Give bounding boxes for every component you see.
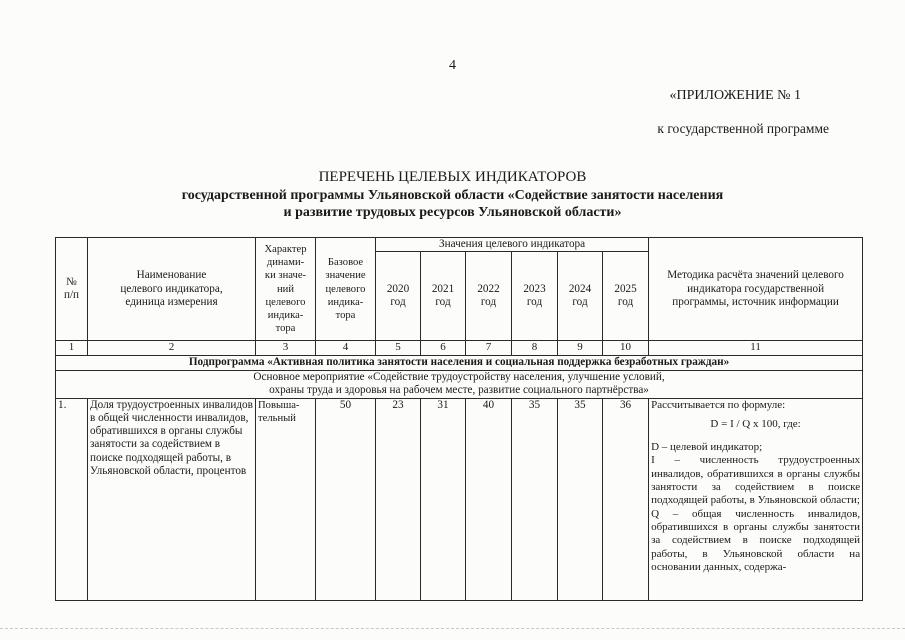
method-formula: D = I / Q x 100, где:	[710, 417, 801, 430]
document-title	[0, 168, 905, 221]
header-values-group: Значения целевого индикатора	[376, 238, 649, 252]
page-number: 4	[449, 58, 456, 73]
column-number: 8	[512, 341, 558, 355]
column-number: 3	[256, 341, 316, 355]
method-q-definition: Q – общая численность инвалидов, обратившихся в органы службы занятости за содействием в поиске подходящей работы, в Ульяновской области на основании данных, содержа-	[651, 507, 861, 573]
header-year: 2022 год	[466, 252, 512, 341]
value-cell: 35	[512, 398, 558, 600]
indicator-dynamics: Повыша- тельный	[256, 398, 316, 600]
method-intro: Рассчитывается по формуле:	[651, 398, 786, 411]
header-num: № п/п	[56, 238, 88, 341]
table-row	[56, 398, 863, 600]
header-year: 2021 год	[421, 252, 466, 341]
value-cell: 23	[376, 398, 421, 600]
header-year: 2020 год	[376, 252, 421, 341]
column-number: 7	[466, 341, 512, 355]
base-value: 50	[316, 398, 376, 600]
value-cell: 40	[466, 398, 512, 600]
appendix-label: «ПРИЛОЖЕНИЕ № 1	[669, 88, 801, 103]
column-number: 11	[649, 341, 863, 355]
header-method: Методика расчёта значений целевого индикатора государственной программы, источник информации	[649, 238, 863, 341]
column-number: 1	[56, 341, 88, 355]
column-number: 5	[376, 341, 421, 355]
method-i-definition: I – численность трудоустроенных инвалидов, обратившихся в органы службы занятости за содействием в поиске подходящей работы, в Ульяновской области;	[651, 454, 861, 507]
appendix-subtitle: к государственной программе	[657, 121, 829, 136]
page-bottom-edge	[0, 628, 905, 629]
value-cell: 36	[603, 398, 649, 600]
method-d-definition: D – целевой индикатор;	[651, 441, 763, 454]
title-line-3: и развитие трудовых ресурсов Ульяновской области»	[283, 205, 622, 220]
header-name: Наименование целевого индикатора, единица измерения	[88, 238, 256, 341]
value-cell: 31	[421, 398, 466, 600]
header-year: 2025 год	[603, 252, 649, 341]
column-number: 9	[558, 341, 603, 355]
column-number: 10	[603, 341, 649, 355]
header-base: Базовое значение целевого индика- тора	[316, 238, 376, 341]
title-line-1: ПЕРЕЧЕНЬ ЦЕЛЕВЫХ ИНДИКАТОРОВ	[318, 169, 587, 185]
header-year: 2024 год	[558, 252, 603, 341]
value-cell: 35	[558, 398, 603, 600]
header-dynamics: Характер динами- ки значе- ний целевого индика- тора	[256, 238, 316, 341]
indicators-table	[55, 237, 863, 601]
header-year: 2023 год	[512, 252, 558, 341]
column-number: 2	[88, 341, 256, 355]
subprogram-row: Подпрограмма «Активная политика занятости населения и социальная поддержка безработных граждан»	[56, 355, 863, 370]
indicator-name: Доля трудоустроенных инвалидов в общей численности инвалидов, обратившихся в органы службы занятости за содействием в поиске подходящей работы, в Ульяновской области, процентов	[88, 398, 256, 600]
title-line-2: государственной программы Ульяновской области «Содействие занятости населения	[181, 188, 724, 203]
method-description	[649, 398, 863, 600]
column-number: 6	[421, 341, 466, 355]
main-activity-row: Основное мероприятие «Содействие трудоустройству населения, улучшение условий, охраны труда и здоровья на рабочем месте, развитие социального партнёрства»	[56, 370, 863, 398]
row-number: 1.	[56, 398, 88, 600]
column-number: 4	[316, 341, 376, 355]
